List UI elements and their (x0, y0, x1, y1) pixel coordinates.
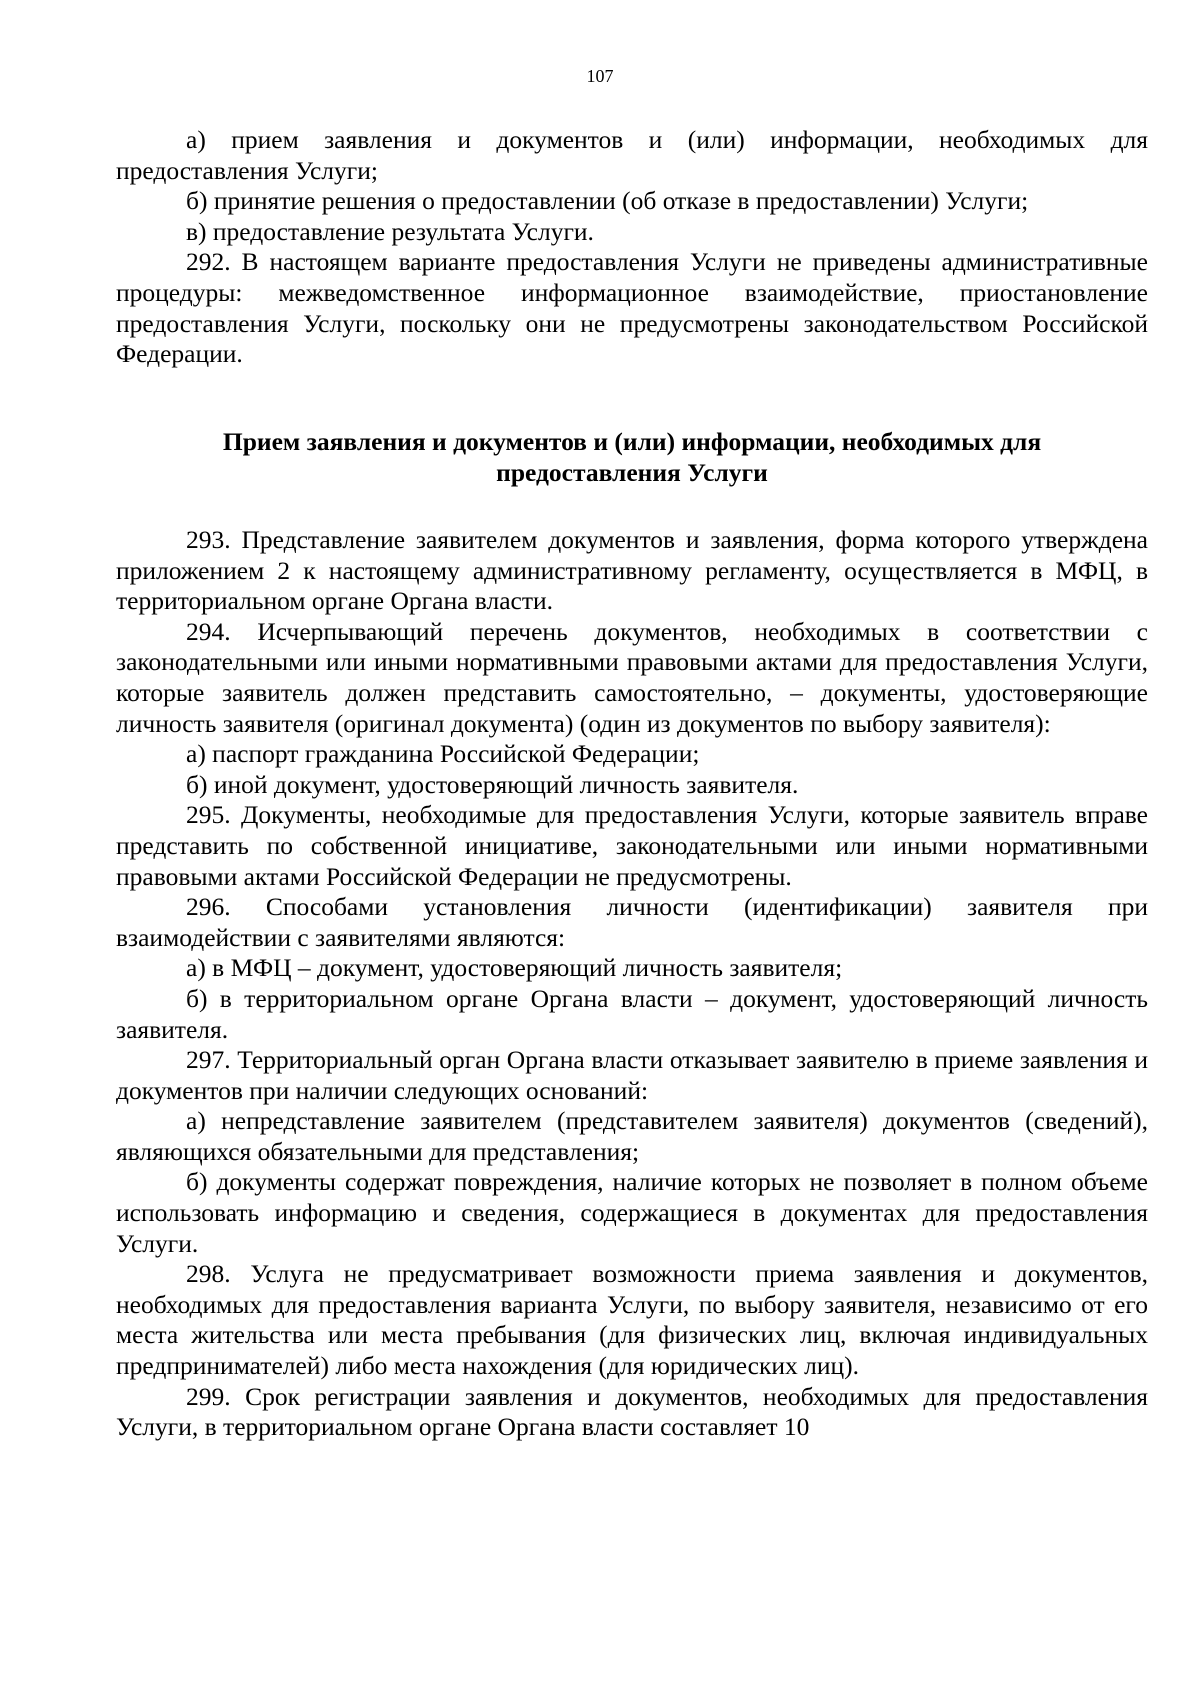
paragraph-296: 296. Способами установления личности (идентификации) заявителя при взаимодействии с заявителями являются: (116, 892, 1148, 952)
paragraph-299: 299. Срок регистрации заявления и документов, необходимых для предоставления Услуги, в территориальном органе Органа власти составляет 10 (116, 1381, 1148, 1442)
section-heading (116, 427, 1148, 488)
intro-section (116, 125, 1148, 370)
section-heading-line2: предоставления Услуги (496, 457, 768, 487)
section-heading-line1: Прием заявления и документов и (или) информации, необходимых для (222, 427, 1042, 456)
paragraph-292: 292. В настоящем варианте предоставления Услуги не приведены административные процедуры: межведомственное информационное взаимодействие, приостановление предоставления Услуги, поскольку они не предусмотрены законодательством Российской Федерации. (116, 247, 1148, 369)
paragraph-294: 294. Исчерпывающий перечень документов, необходимых в соответствии с законодательными или иными нормативными правовыми актами для предоставления Услуги, которые заявитель должен представить самостоятельно, – документы, удостоверяющие личность заявителя (оригинал документа) (один из документов по выбору заявителя): (116, 616, 1148, 738)
paragraph-296-a: а) в МФЦ – документ, удостоверяющий личность заявителя; (186, 953, 843, 983)
main-section (116, 525, 1148, 1443)
paragraph-item-v: в) предоставление результата Услуги. (186, 216, 594, 246)
paragraph-294-a: а) паспорт гражданина Российской Федерации; (186, 739, 700, 769)
paragraph-297-a: а) непредставление заявителем (представителем заявителя) документов (сведений), являющихся обязательными для представления; (116, 1106, 1148, 1166)
page-number: 107 (586, 66, 614, 86)
paragraph-297-b: б) документы содержат повреждения, наличие которых не позволяет в полном объеме использовать информацию и сведения, содержащиеся в документах для предоставления Услуги. (116, 1167, 1148, 1258)
paragraph-293: 293. Представление заявителем документов и заявления, форма которого утверждена приложением 2 к настоящему административному регламенту, осуществляется в МФЦ, в территориальном органе Органа власти. (116, 525, 1148, 616)
paragraph-297: 297. Территориальный орган Органа власти отказывает заявителю в приеме заявления и документов при наличии следующих оснований: (116, 1045, 1148, 1105)
paragraph-298: 298. Услуга не предусматривает возможности приема заявления и документов, необходимых для предоставления варианта Услуги, по выбору заявителя, независимо от его места жительства или места пребывания (для физических лиц, включая индивидуальных предпринимателей) либо места нахождения (для юридических лиц). (116, 1259, 1148, 1381)
paragraph-item-b: б) принятие решения о предоставлении (об отказе в предоставлении) Услуги; (186, 186, 1029, 216)
paragraph-294-b: б) иной документ, удостоверяющий личность заявителя. (186, 769, 799, 799)
paragraph-296-b: б) в территориальном органе Органа власти – документ, удостоверяющий личность заявителя. (116, 983, 1148, 1044)
paragraph-295: 295. Документы, необходимые для предоставления Услуги, которые заявитель вправе представить по собственной инициативе, законодательными или иными нормативными правовыми актами Российской Федерации не предусмотрены. (116, 800, 1148, 891)
paragraph-item-a: а) прием заявления и документов и (или) информации, необходимых для предоставления Услуги; (116, 125, 1148, 185)
